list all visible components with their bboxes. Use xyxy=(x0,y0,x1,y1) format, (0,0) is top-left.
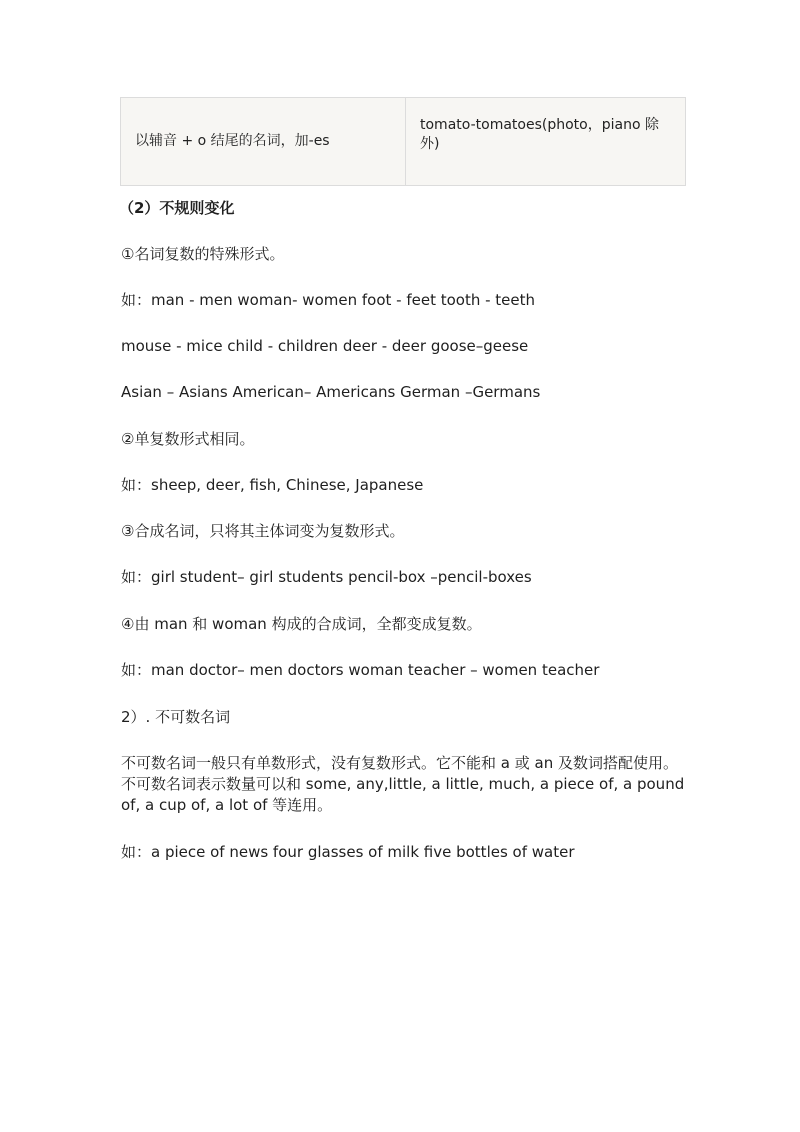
plural-rule-table xyxy=(120,97,686,186)
item1-example-2: mouse - mice child - children deer - deer goose–geese xyxy=(121,337,529,355)
item2-example: 如：sheep, deer, fish, Chinese, Japanese xyxy=(121,476,424,494)
item1-example-3: Asian – Asians American– Americans German –Germans xyxy=(121,383,541,401)
uncountable-example: 如：a piece of news four glasses of milk five bottles of water xyxy=(121,843,575,861)
section-heading: （2）不规则变化 xyxy=(119,199,235,217)
item2-title: ②单复数形式相同。 xyxy=(121,430,255,448)
table-row xyxy=(121,98,686,186)
item1-example-1: 如：man - men woman- women foot - feet tooth - teeth xyxy=(121,291,536,309)
rule-cell: 以辅音 + o 结尾的名词，加-es xyxy=(121,98,406,186)
item4-example: 如：man doctor– men doctors woman teacher – women teacher xyxy=(121,661,600,679)
uncountable-paragraph: 不可数名词一般只有单数形式，没有复数形式。它不能和 a 或 an 及数词搭配使用。不可数名词表示数量可以和 some, any,little, a little, much, a piece of, a pound of, a cup of, a lot of 等连用。 xyxy=(121,754,685,814)
uncountable-heading: 2）. 不可数名词 xyxy=(121,708,231,726)
example-cell: tomato-tomatoes(photo，piano 除外) xyxy=(406,98,686,186)
item4-title: ④由 man 和 woman 构成的合成词，全都变成复数。 xyxy=(121,615,482,633)
item3-title: ③合成名词，只将其主体词变为复数形式。 xyxy=(121,522,405,540)
item1-title: ①名词复数的特殊形式。 xyxy=(121,245,285,263)
item3-example: 如：girl student– girl students pencil-box –pencil-boxes xyxy=(121,568,532,586)
